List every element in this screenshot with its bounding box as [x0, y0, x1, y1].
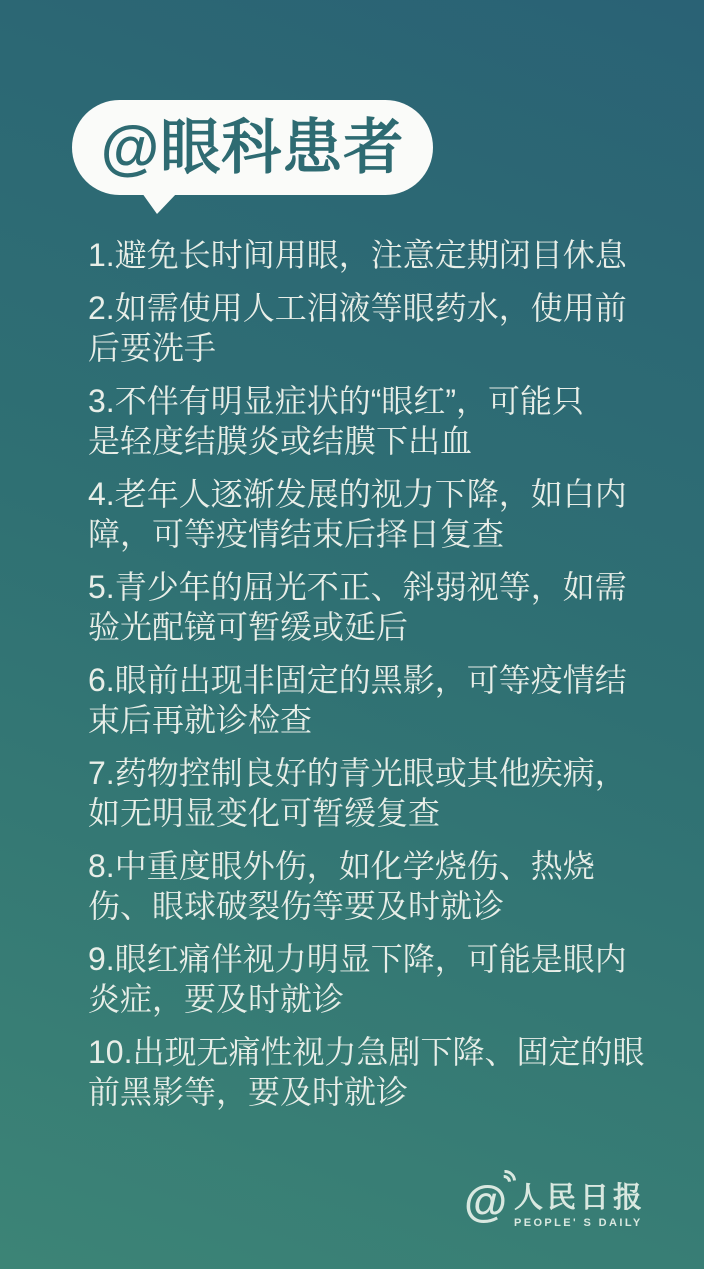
tip-line: 1.避免长时间用眼，注意定期闭目休息: [88, 237, 627, 273]
peoples-daily-logo: [464, 1179, 646, 1229]
tips-list: [88, 235, 660, 1125]
tip-item-8: [88, 846, 660, 926]
tip-line: 障，可等疫情结束后择日复查: [88, 516, 505, 552]
tip-line: 3.不伴有明显症状的“眼红”，可能只: [88, 383, 585, 419]
tip-line: 2.如需使用人工泪液等眼药水，使用前: [88, 290, 627, 326]
tip-line: 束后再就诊检查: [88, 702, 313, 738]
tip-line: 9.眼红痛伴视力明显下降，可能是眼内: [88, 941, 627, 977]
tip-item-7: [88, 753, 660, 833]
tip-line: 10.出现无痛性视力急剧下降、固定的眼: [88, 1034, 645, 1070]
logo-english-name: PEOPLE' S DAILY: [513, 1217, 643, 1229]
at-signal-icon: [464, 1179, 507, 1225]
tip-line: 是轻度结膜炎或结膜下出血: [88, 423, 473, 459]
tip-line: 伤、眼球破裂伤等要及时就诊: [88, 888, 505, 924]
logo-chinese-name: 人民日报: [513, 1182, 646, 1214]
speech-bubble-tail: [142, 193, 177, 214]
tip-item-4: [88, 474, 660, 554]
tip-line: 炎症，要及时就诊: [88, 981, 345, 1017]
tip-line: 前黑影等，要及时就诊: [88, 1074, 409, 1110]
tip-item-3: [88, 381, 660, 461]
tip-line: 4.老年人逐渐发展的视力下降，如白内: [88, 476, 627, 512]
page-title: @眼科患者: [100, 113, 405, 181]
tip-line: 如无明显变化可暂缓复查: [88, 795, 441, 831]
tip-line: 7.药物控制良好的青光眼或其他疾病，: [88, 755, 627, 791]
tip-item-2: [88, 288, 660, 368]
tip-line: 8.中重度眼外伤，如化学烧伤、热烧: [88, 848, 595, 884]
tip-line: 后要洗手: [88, 330, 217, 366]
tip-item-9: [88, 939, 660, 1019]
tip-line: 6.眼前出现非固定的黑影，可等疫情结: [88, 662, 627, 698]
tip-item-10: [88, 1032, 660, 1112]
tip-item-6: [88, 660, 660, 740]
tip-line: 5.青少年的屈光不正、斜弱视等，如需: [88, 569, 627, 605]
tip-item-5: [88, 567, 660, 647]
tip-line: 验光配镜可暂缓或延后: [88, 609, 409, 645]
title-speech-bubble: [72, 100, 433, 195]
logo-text-block: [514, 1179, 646, 1229]
at-symbol: @: [464, 1177, 507, 1226]
tip-item-1: [88, 235, 660, 275]
